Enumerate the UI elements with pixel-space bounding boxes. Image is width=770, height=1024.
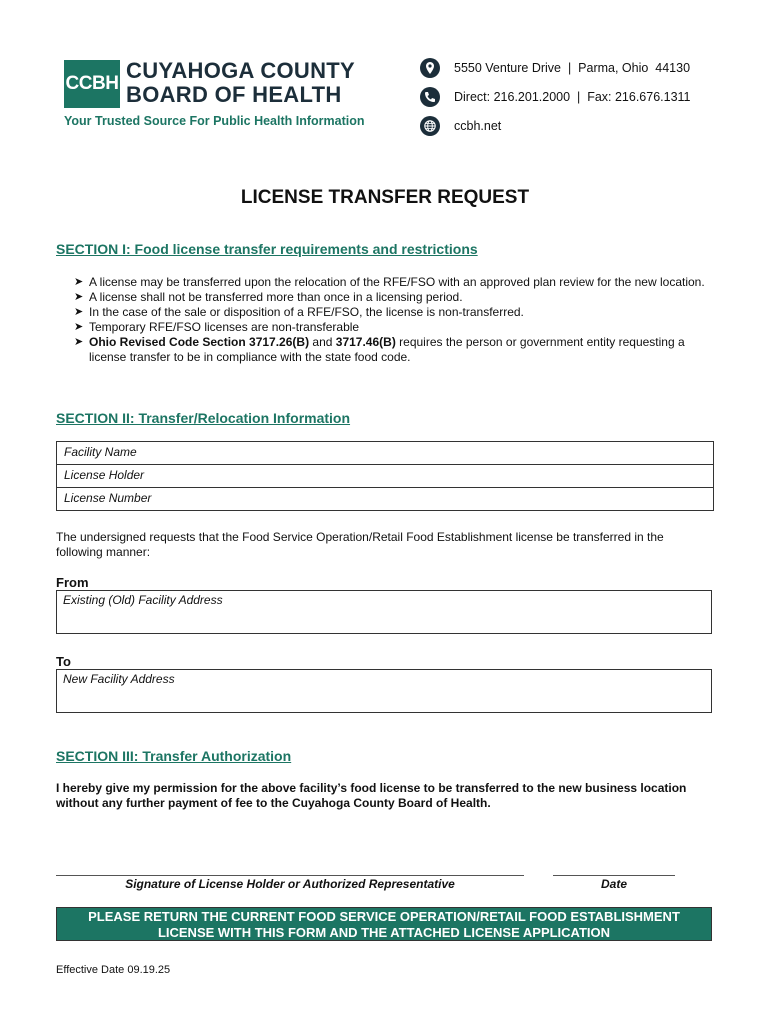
- license-holder-field[interactable]: License Holder: [57, 465, 713, 488]
- facility-name-field[interactable]: Facility Name: [57, 442, 713, 465]
- phone-text: Direct: 216.201.2000 | Fax: 216.676.1311: [454, 90, 691, 104]
- website-link[interactable]: ccbh.net: [454, 119, 502, 133]
- logo-tagline: Your Trusted Source For Public Health Information: [64, 114, 365, 128]
- arrow-bullet-icon: ➤: [74, 321, 84, 333]
- phone-icon: [420, 87, 440, 107]
- ccbh-logo: [64, 60, 374, 132]
- date-line[interactable]: [553, 861, 675, 876]
- location-pin-icon: [420, 58, 440, 78]
- transfer-paragraph: The undersigned requests that the Food Service Operation/Retail Food Establishment license be transferred in the following manner:: [56, 530, 664, 559]
- phone-row: [420, 87, 740, 107]
- signature-label: Signature of License Holder or Authorized Representative: [125, 877, 455, 891]
- signature-line[interactable]: [56, 861, 524, 876]
- globe-icon: [420, 116, 440, 136]
- effective-date: Effective Date 09.19.25: [56, 964, 171, 976]
- logo-line1: CUYAHOGA COUNTY: [126, 58, 356, 83]
- date-label: Date: [600, 877, 627, 891]
- authorization-statement: I hereby give my permission for the above facility’s food license to be transferred to the new business location without any further payment of fee to the Cuyahoga County Board of Health.: [56, 781, 687, 810]
- list-item: ➤ Temporary RFE/FSO licenses are non-transferable: [74, 320, 360, 334]
- logo-mark: CCBH: [64, 60, 120, 108]
- logo-line2: BOARD OF HEALTH: [126, 82, 342, 107]
- page-title: LICENSE TRANSFER REQUEST: [240, 187, 530, 208]
- section3-heading: SECTION III: Transfer Authorization: [56, 748, 292, 764]
- to-label: To: [56, 654, 71, 669]
- address-text: 5550 Venture Drive | Parma, Ohio 44130: [454, 61, 691, 75]
- arrow-bullet-icon: ➤: [74, 306, 84, 318]
- arrow-bullet-icon: ➤: [74, 291, 84, 303]
- requirements-list: [74, 275, 714, 365]
- list-item: ➤ Ohio Revised Code Section 3717.26(B) and 3717.46(B) requires the person or government entity requesting a license transfer to be in compliance with the state food code.: [74, 335, 685, 364]
- transfer-info-table: [56, 441, 714, 511]
- arrow-bullet-icon: ➤: [74, 276, 84, 288]
- license-number-field[interactable]: License Number: [64, 491, 152, 505]
- website-row: [420, 116, 740, 136]
- arrow-bullet-icon: ➤: [74, 336, 84, 348]
- list-item: ➤ A license shall not be transferred more than once in a licensing period.: [74, 290, 463, 304]
- from-label: From: [56, 575, 89, 590]
- return-instructions-banner: [56, 907, 712, 941]
- banner-line2: LICENSE WITH THIS FORM AND THE ATTACHED LICENSE APPLICATION: [157, 925, 611, 940]
- contact-info: [420, 58, 740, 145]
- address-row: [420, 58, 740, 78]
- old-address-field[interactable]: Existing (Old) Facility Address: [56, 590, 712, 634]
- list-item: ➤ In the case of the sale or disposition of a RFE/FSO, the license is non-transferred.: [74, 305, 524, 319]
- new-address-field[interactable]: New Facility Address: [56, 669, 712, 713]
- list-item: ➤ A license may be transferred upon the relocation of the RFE/FSO with an approved plan review for the new location.: [74, 275, 705, 289]
- banner-line1: PLEASE RETURN THE CURRENT FOOD SERVICE OPERATION/RETAIL FOOD ESTABLISHMENT: [88, 909, 680, 924]
- section1-heading: SECTION I: Food license transfer requirements and restrictions: [56, 241, 478, 257]
- section2-heading: SECTION II: Transfer/Relocation Information: [56, 410, 351, 426]
